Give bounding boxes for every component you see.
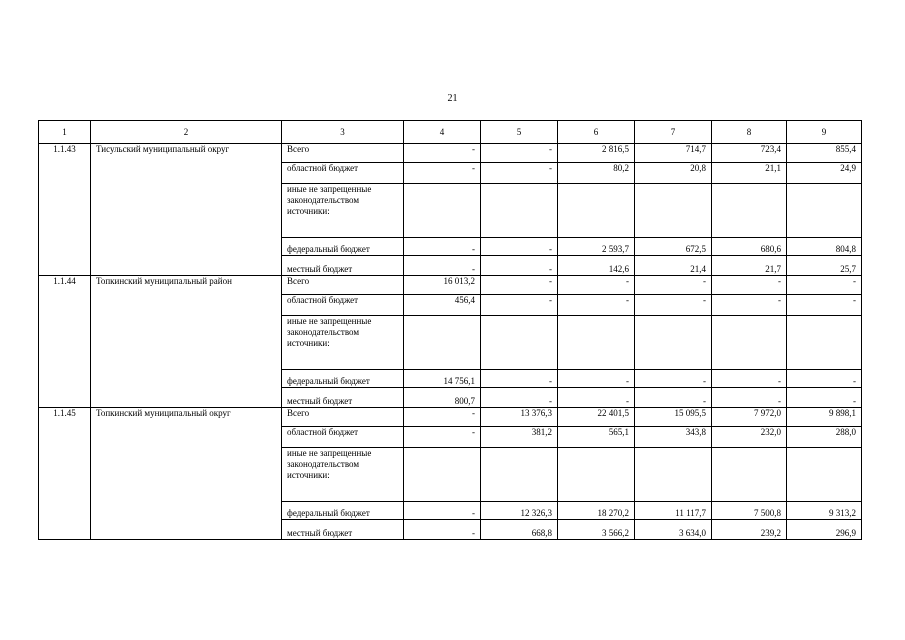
column-header: 7: [635, 121, 712, 144]
value-cell: -: [404, 163, 481, 184]
funding-source-label: федеральный бюджет: [282, 238, 404, 256]
value-cell: 12 326,3: [481, 502, 558, 520]
value-cell: [712, 448, 787, 502]
funding-source-label: федеральный бюджет: [282, 370, 404, 388]
value-cell: [712, 316, 787, 370]
value-cell: [404, 316, 481, 370]
value-cell: [404, 448, 481, 502]
value-cell: -: [481, 163, 558, 184]
value-cell: [481, 448, 558, 502]
value-cell: 21,4: [635, 256, 712, 276]
value-cell: 18 270,2: [558, 502, 635, 520]
value-cell: -: [712, 388, 787, 408]
value-cell: 80,2: [558, 163, 635, 184]
value-cell: 7 972,0: [712, 408, 787, 427]
funding-source-label: областной бюджет: [282, 427, 404, 448]
funding-source-label: областной бюджет: [282, 163, 404, 184]
value-cell: 381,2: [481, 427, 558, 448]
value-cell: 7 500,8: [712, 502, 787, 520]
value-cell: -: [481, 388, 558, 408]
value-cell: [481, 184, 558, 238]
value-cell: [635, 448, 712, 502]
value-cell: 2 593,7: [558, 238, 635, 256]
municipality-name: Тисульский муниципальный округ: [91, 144, 282, 276]
column-header: 8: [712, 121, 787, 144]
header-row: [39, 121, 862, 144]
value-cell: 16 013,2: [404, 276, 481, 295]
column-header: 2: [91, 121, 282, 144]
value-cell: [558, 316, 635, 370]
value-cell: 25,7: [787, 256, 862, 276]
item-code: 1.1.44: [39, 276, 91, 408]
value-cell: [404, 184, 481, 238]
value-cell: 11 117,7: [635, 502, 712, 520]
value-cell: 239,2: [712, 520, 787, 540]
value-cell: -: [558, 370, 635, 388]
value-cell: -: [635, 388, 712, 408]
value-cell: -: [558, 388, 635, 408]
table-row: [39, 408, 862, 427]
value-cell: -: [481, 276, 558, 295]
funding-source-label: Всего: [282, 144, 404, 163]
value-cell: -: [404, 256, 481, 276]
value-cell: 232,0: [712, 427, 787, 448]
municipality-name: Топкинский муниципальный район: [91, 276, 282, 408]
funding-source-label: Всего: [282, 276, 404, 295]
value-cell: 21,7: [712, 256, 787, 276]
value-cell: [787, 448, 862, 502]
funding-source-label: местный бюджет: [282, 520, 404, 540]
value-cell: -: [481, 256, 558, 276]
value-cell: 9 898,1: [787, 408, 862, 427]
value-cell: -: [635, 276, 712, 295]
value-cell: 672,5: [635, 238, 712, 256]
value-cell: -: [404, 144, 481, 163]
value-cell: [635, 184, 712, 238]
value-cell: 296,9: [787, 520, 862, 540]
table-row: [39, 144, 862, 163]
value-cell: 565,1: [558, 427, 635, 448]
value-cell: 15 095,5: [635, 408, 712, 427]
funding-source-label: областной бюджет: [282, 295, 404, 316]
value-cell: -: [404, 502, 481, 520]
item-code: 1.1.43: [39, 144, 91, 276]
value-cell: 668,8: [481, 520, 558, 540]
value-cell: [558, 184, 635, 238]
value-cell: -: [635, 370, 712, 388]
value-cell: -: [481, 238, 558, 256]
value-cell: 680,6: [712, 238, 787, 256]
funding-source-label: федеральный бюджет: [282, 502, 404, 520]
value-cell: -: [481, 295, 558, 316]
value-cell: -: [404, 408, 481, 427]
value-cell: 14 756,1: [404, 370, 481, 388]
table-row: [39, 276, 862, 295]
value-cell: -: [787, 295, 862, 316]
value-cell: 9 313,2: [787, 502, 862, 520]
value-cell: -: [712, 370, 787, 388]
value-cell: -: [635, 295, 712, 316]
column-header: 5: [481, 121, 558, 144]
value-cell: [481, 316, 558, 370]
value-cell: -: [787, 276, 862, 295]
value-cell: 21,1: [712, 163, 787, 184]
value-cell: [787, 184, 862, 238]
funding-source-label: иные не запрещенные законодательством источники:: [282, 316, 404, 370]
value-cell: 288,0: [787, 427, 862, 448]
value-cell: 723,4: [712, 144, 787, 163]
municipality-name: Топкинский муниципальный округ: [91, 408, 282, 540]
value-cell: 142,6: [558, 256, 635, 276]
value-cell: 343,8: [635, 427, 712, 448]
value-cell: -: [712, 276, 787, 295]
value-cell: [712, 184, 787, 238]
value-cell: -: [712, 295, 787, 316]
item-code: 1.1.45: [39, 408, 91, 540]
funding-source-label: иные не запрещенные законодательством источники:: [282, 448, 404, 502]
value-cell: -: [558, 295, 635, 316]
value-cell: 13 376,3: [481, 408, 558, 427]
value-cell: [558, 448, 635, 502]
value-cell: 22 401,5: [558, 408, 635, 427]
page-number: 21: [447, 93, 458, 104]
value-cell: 20,8: [635, 163, 712, 184]
funding-source-label: Всего: [282, 408, 404, 427]
value-cell: -: [787, 388, 862, 408]
value-cell: -: [787, 370, 862, 388]
budget-table: [38, 120, 862, 540]
funding-source-label: иные не запрещенные законодательством источники:: [282, 184, 404, 238]
value-cell: -: [481, 370, 558, 388]
value-cell: 3 566,2: [558, 520, 635, 540]
column-header: 1: [39, 121, 91, 144]
value-cell: 855,4: [787, 144, 862, 163]
value-cell: 804,8: [787, 238, 862, 256]
value-cell: 800,7: [404, 388, 481, 408]
value-cell: 3 634,0: [635, 520, 712, 540]
value-cell: 2 816,5: [558, 144, 635, 163]
column-header: 9: [787, 121, 862, 144]
value-cell: -: [558, 276, 635, 295]
column-header: 4: [404, 121, 481, 144]
value-cell: 714,7: [635, 144, 712, 163]
funding-source-label: местный бюджет: [282, 256, 404, 276]
funding-source-label: местный бюджет: [282, 388, 404, 408]
value-cell: -: [404, 427, 481, 448]
value-cell: -: [404, 520, 481, 540]
value-cell: 24,9: [787, 163, 862, 184]
value-cell: -: [404, 238, 481, 256]
value-cell: -: [481, 144, 558, 163]
value-cell: 456,4: [404, 295, 481, 316]
column-header: 6: [558, 121, 635, 144]
value-cell: [635, 316, 712, 370]
column-header: 3: [282, 121, 404, 144]
value-cell: [787, 316, 862, 370]
